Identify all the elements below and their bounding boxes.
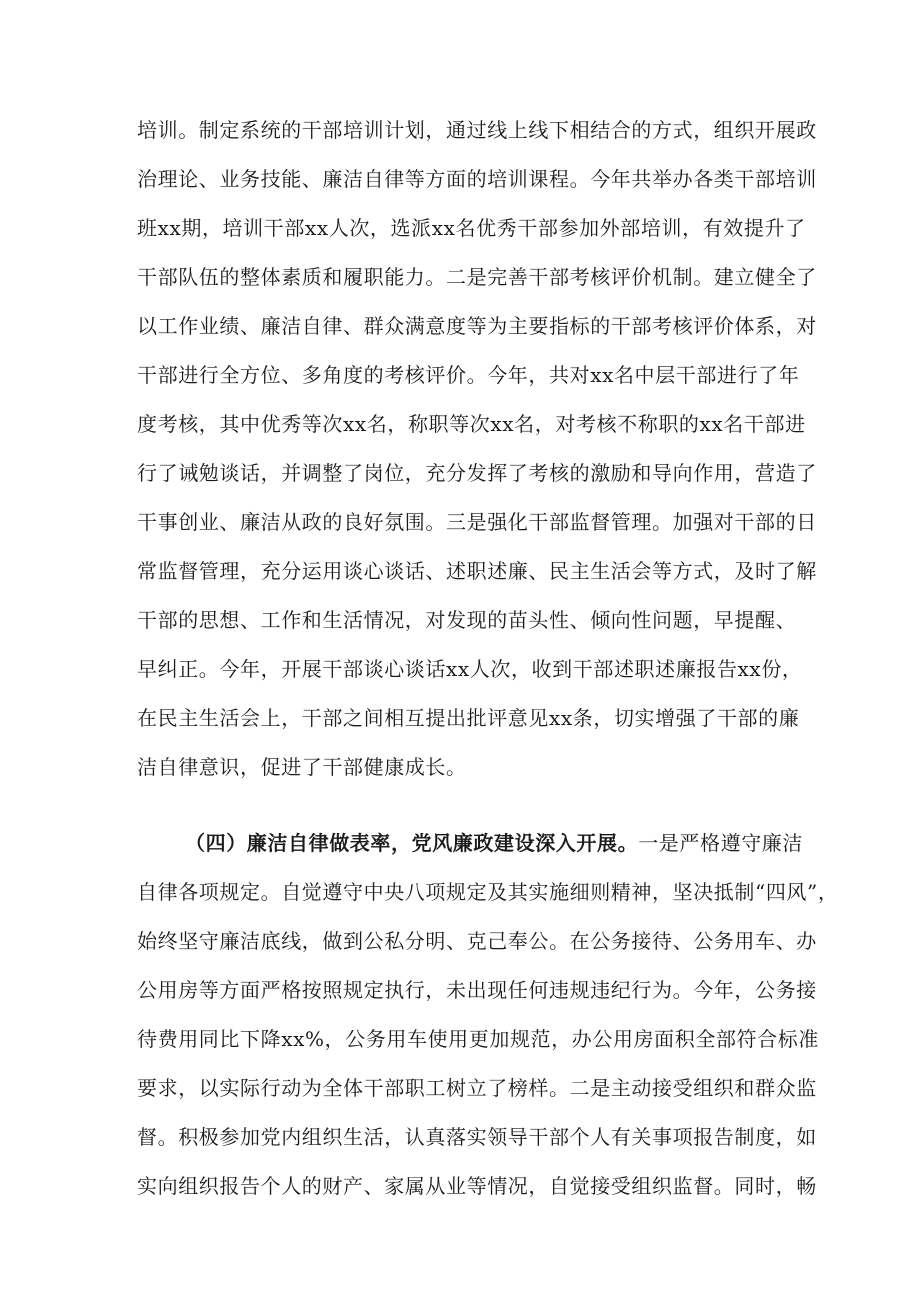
text-line: 实向组织报告个人的财产、家属从业等情况，自觉接受组织监督。同时，畅 bbox=[137, 1174, 817, 1198]
text-line: 督。积极参加党内组织生活，认真落实领导干部个人有关事项报告制度，如 bbox=[137, 1125, 817, 1149]
text-line: 要求，以实际行动为全体干部职工树立了榜样。二是主动接受组织和群众监 bbox=[137, 1076, 817, 1100]
text-line: 洁自律意识，促进了干部健康成长。 bbox=[137, 755, 467, 779]
text-line: 干部进行全方位、多角度的考核评价。今年，共对xx名中层干部进行了年 bbox=[137, 363, 800, 387]
text-line: 常监督管理，充分运用谈心谈话、述职述廉、民主生活会等方式，及时了解 bbox=[137, 559, 817, 583]
text-line: 自律各项规定。自觉遵守中央八项规定及其实施细则精神，坚决抵制“四风”， bbox=[137, 880, 839, 904]
text-line: 班xx期，培训干部xx人次，选派xx名优秀干部参加外部培训，有效提升了 bbox=[137, 216, 806, 240]
text-line: 治理论、业务技能、廉洁自律等方面的培训课程。今年共举办各类干部培训 bbox=[137, 167, 817, 191]
section-4-first-line bbox=[185, 831, 803, 855]
text-line: 待费用同比下降xx%，公务用车使用更加规范，办公用房面积全部符合标准 bbox=[137, 1027, 819, 1051]
text-line: 以工作业绩、廉洁自律、群众满意度等为主要指标的干部考核评价体系，对 bbox=[137, 314, 817, 338]
text-line: 干部队伍的整体素质和履职能力。二是完善干部考核评价机制。建立健全了 bbox=[137, 265, 817, 289]
text-line: 干事创业、廉洁从政的良好氛围。三是强化干部监督管理。加强对干部的日 bbox=[137, 510, 817, 534]
text-line: 始终坚守廉洁底线，做到公私分明、克己奉公。在公务接待、公务用车、办 bbox=[137, 929, 817, 953]
text-line: 度考核，其中优秀等次xx名，称职等次xx名，对考核不称职的xx名干部进 bbox=[137, 412, 806, 436]
section-4-first-line-rest: 一是严格遵守廉洁 bbox=[638, 831, 804, 855]
text-line: 干部的思想、工作和生活情况，对发现的苗头性、倾向性问题，早提醒、 bbox=[137, 608, 797, 632]
text-line: 早纠正。今年，开展干部谈心谈话xx人次，收到干部述职述廉报告xx份， bbox=[137, 657, 803, 681]
section-4-heading: （四）廉洁自律做表率，党风廉政建设深入开展。 bbox=[185, 831, 639, 855]
text-line: 行了诫勉谈话，并调整了岗位，充分发挥了考核的激励和导向作用，营造了 bbox=[137, 461, 817, 485]
text-line: 公用房等方面严格按照规定执行，未出现任何违规违纪行为。今年，公务接 bbox=[137, 978, 817, 1002]
text-line: 培训。制定系统的干部培训计划，通过线上线下相结合的方式，组织开展政 bbox=[137, 118, 817, 142]
text-line: 在民主生活会上，干部之间相互提出批评意见xx条，切实增强了干部的廉 bbox=[137, 706, 800, 730]
